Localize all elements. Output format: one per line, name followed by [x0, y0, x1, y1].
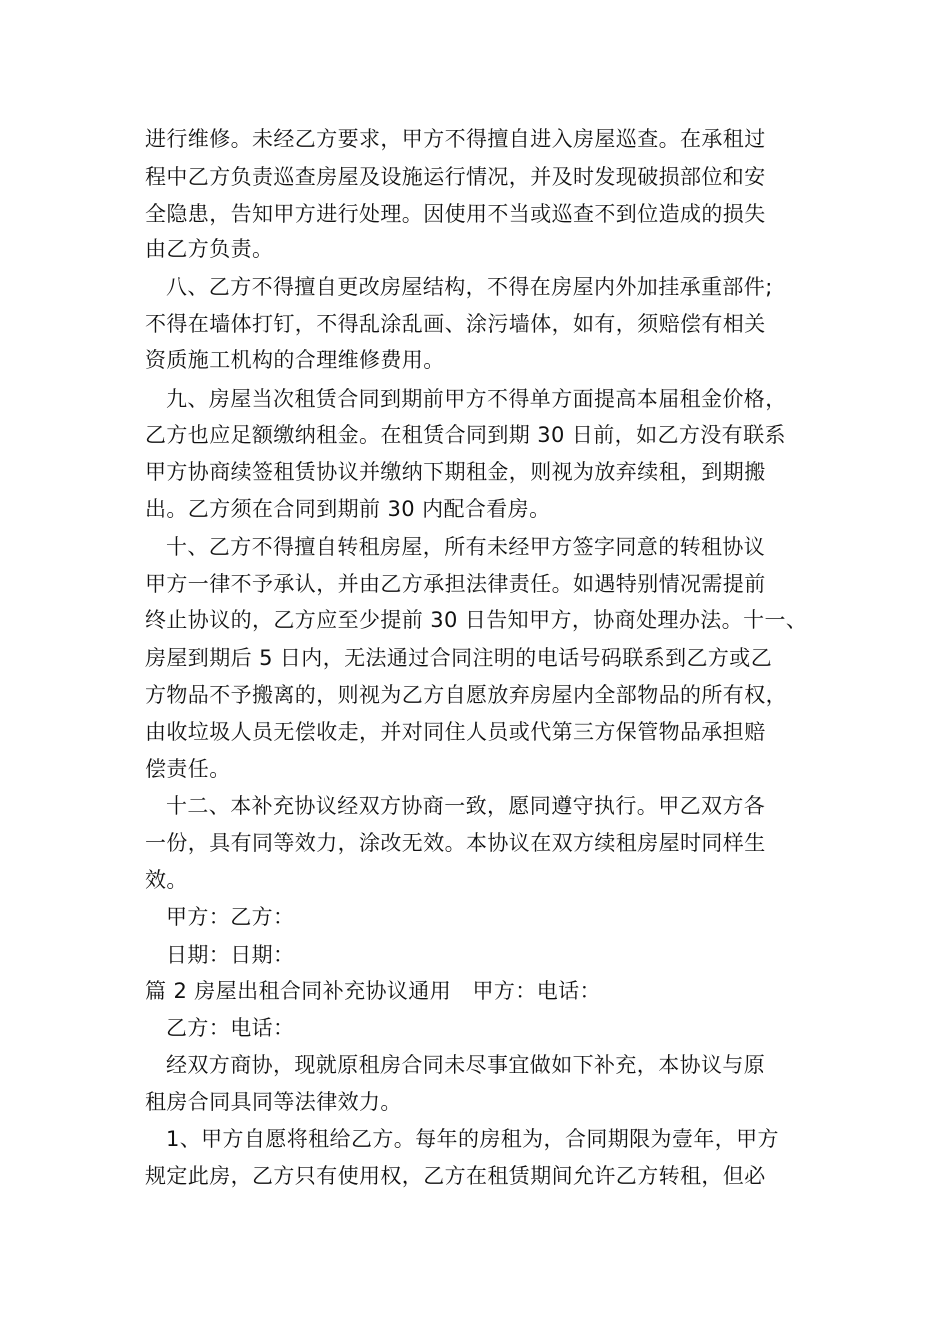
signature-party-line: 甲方：乙方： — [166, 905, 295, 929]
paragraph-line: 甲方一律不予承认，并由乙方承担法律责任。如遇特别情况需提前 — [145, 572, 766, 596]
clause-1-line: 1、甲方自愿将租给乙方。每年的房租为，合同期限为壹年，甲方 — [166, 1127, 779, 1151]
paragraph-line: 效。 — [145, 868, 188, 892]
paragraph-line: 由乙方负责。 — [145, 237, 274, 261]
paragraph-line: 出。乙方须在合同到期前 30 内配合看房。 — [145, 497, 551, 521]
intro-line: 经双方商协，现就原租房合同未尽事宜做如下补充，本协议与原 — [166, 1053, 766, 1077]
paragraph-line: 全隐患，告知甲方进行处理。因使用不当或巡查不到位造成的损失 — [145, 202, 766, 226]
paragraph-line: 房屋到期后 5 日内，无法通过合同注明的电话号码联系到乙方或乙 — [145, 646, 773, 670]
party-b-line: 乙方：电话： — [166, 1016, 295, 1040]
clause-12-line: 十二、本补充协议经双方协商一致，愿同遵守执行。甲乙双方各 — [166, 794, 766, 818]
paragraph-line: 方物品不予搬离的，则视为乙方自愿放弃房屋内全部物品的所有权， — [145, 683, 787, 707]
clause-8-line: 八、乙方不得擅自更改房屋结构，不得在房屋内外加挂承重部件; — [166, 275, 773, 299]
signature-date-line: 日期：日期： — [166, 943, 295, 967]
paragraph-line: 租房合同具同等法律效力。 — [145, 1090, 402, 1114]
paragraph-line: 一份，具有同等效力，涂改无效。本协议在双方续租房屋时同样生 — [145, 831, 766, 855]
paragraph-line: 偿责任。 — [145, 757, 231, 781]
paragraph-line: 乙方也应足额缴纳租金。在租赁合同到期 30 日前，如乙方没有联系 — [145, 423, 786, 447]
paragraph-line: 终止协议的，乙方应至少提前 30 日告知甲方，协商处理办法。十一、 — [145, 608, 808, 632]
paragraph-line: 规定此房，乙方只有使用权，乙方在租赁期间允许乙方转租，但必 — [145, 1164, 766, 1188]
clause-9-line: 九、房屋当次租赁合同到期前甲方不得单方面提高本届租金价格， — [166, 387, 787, 411]
paragraph-line: 甲方协商续签租赁协议并缴纳下期租金，则视为放弃续租，到期搬 — [145, 460, 766, 484]
paragraph-line: 进行维修。未经乙方要求，甲方不得擅自进入房屋巡查。在承租过 — [145, 127, 766, 151]
paragraph-line: 不得在墙体打钉，不得乱涂乱画、涂污墙体，如有，须赔偿有相关 — [145, 312, 766, 336]
paragraph-line: 由收垃圾人员无偿收走，并对同住人员或代第三方保管物品承担赔 — [145, 720, 766, 744]
paragraph-line: 程中乙方负责巡查房屋及设施运行情况，并及时发现破损部位和安 — [145, 165, 766, 189]
clause-10-line: 十、乙方不得擅自转租房屋，所有未经甲方签字同意的转租协议 — [166, 535, 766, 559]
paragraph-line: 资质施工机构的合理维修费用。 — [145, 348, 445, 372]
section-title-line: 篇 2 房屋出租合同补充协议通用 甲方：电话： — [145, 979, 601, 1003]
